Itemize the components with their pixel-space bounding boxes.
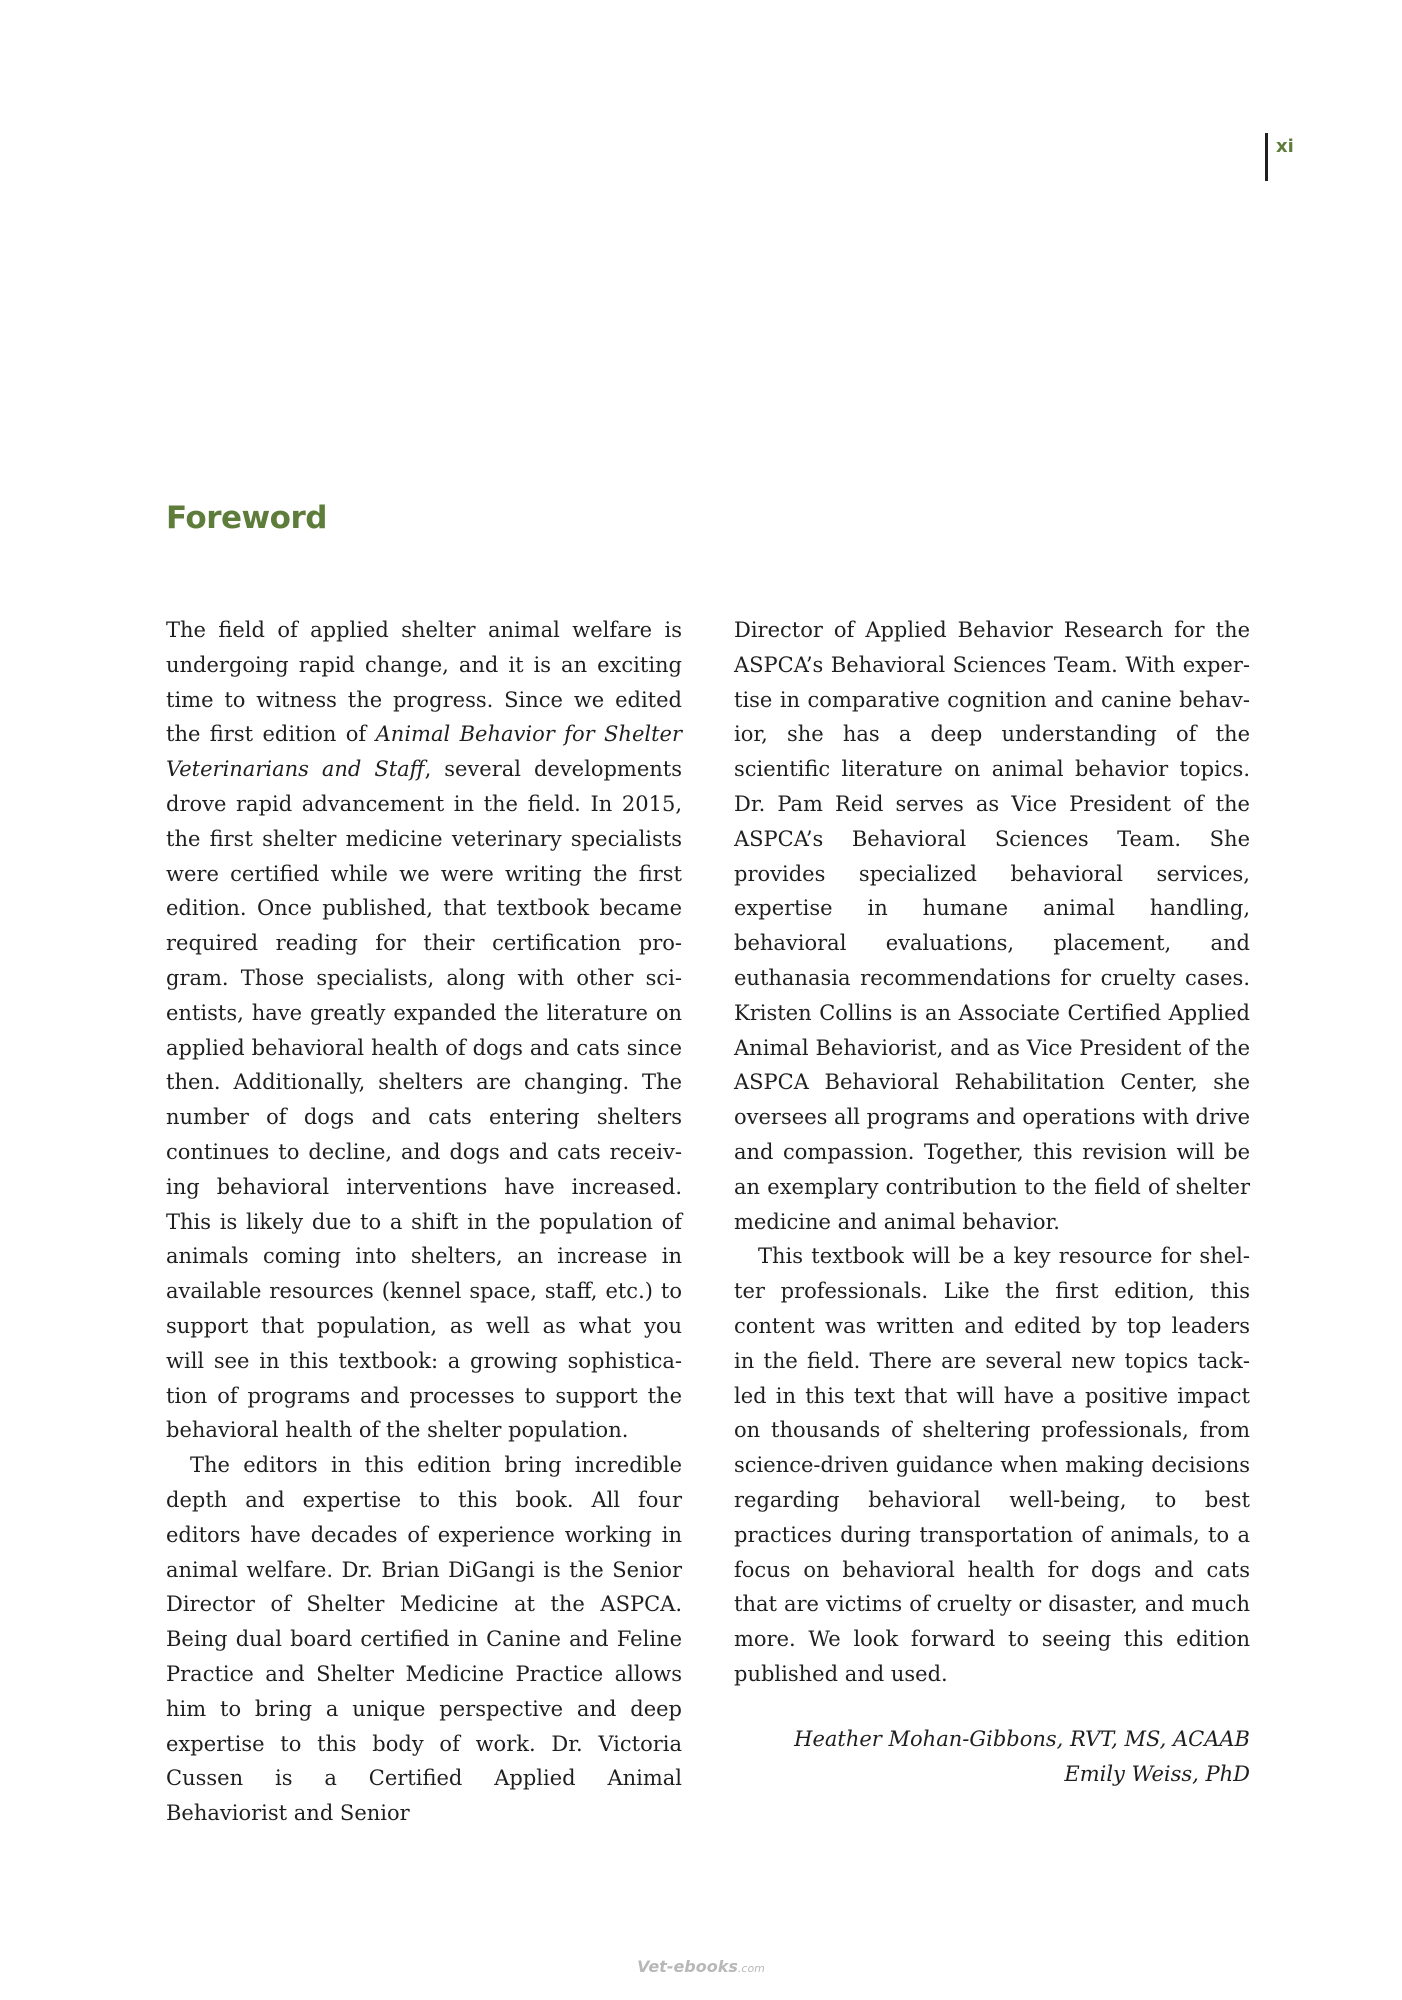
paragraph-1-part-1: The field of applied shelter animal welfare is undergoing rapid change, and it is an exciting time to witness the progress. Since we edited the first edition of [166,618,682,747]
page-title: Foreword [166,500,327,536]
watermark-logo [0,1957,1402,1976]
watermark-suffix: .com [737,1962,765,1975]
signature-1: Heather Mohan-Gibbons, RVT, MS, ACAAB [794,1727,1250,1751]
left-column [166,613,682,1831]
paragraph-1 [166,613,682,1448]
watermark-text: Vet-ebooks [637,1957,738,1976]
book-title: Animal Behavior for Shelter Veterinarians and Staff [166,722,682,782]
page-number: xi [1276,136,1294,157]
right-column [734,613,1250,1692]
signature-2: Emily Weiss, PhD [1064,1761,1250,1786]
paragraph-1-part-2: , several developments drove rapid advancement in the field. In 2015, the first shelter medicine veterinary specialists were certified while we were writing the first edition. Once published, that textbook became required reading for their certification program. Those specialists, along with other scientists, have greatly expanded the literature on applied behavioral health of dogs and cats since then. Additionally, shelters are changing. The number of dogs and cats entering shelters continues to decline, and dogs and cats receiving behavioral interventions have increased. This is likely due to a shift in the population of animals coming into shelters, an increase in available resources (kennel space, staff, etc.) to support that population, as well as what you will see in this textbook: a growing sophistication of programs and processes to support the behavioral health of the shelter population. [166,757,682,1443]
signature-block [734,1722,1250,1792]
page-marker-rule [1265,133,1268,181]
paragraph-3: This textbook will be a key resource for shelter professionals. Like the first edition, this content was written and edited by top leaders in the field. There are several new topics tackled in this text that will have a positive impact on thousands of sheltering professionals, from science-driven guidance when making decisions regarding behavioral well-being, to best practices during transportation of animals, to a focus on behavioral health for dogs and cats that are victims of cruelty or disaster, and much more. We look forward to seeing this edition published and used. [734,1244,1250,1686]
paragraph-2: The editors in this edition bring incredible depth and expertise to this book. All four editors have decades of experience working in animal welfare. Dr. Brian DiGangi is the Senior Director of Shelter Medicine at the ASPCA. Being dual board certified in Canine and Feline Practice and Shelter Medicine Practice allows him to bring a unique perspective and deep expertise to this body of work. Dr. Victoria Cussen is a Certified Applied Animal Behaviorist and Senior [166,1453,682,1826]
paragraph-2-continued: Director of Applied Behavior Research for the ASPCA’s Behavioral Sciences Team. With expertise in comparative cognition and canine behavior, she has a deep understanding of the scientific literature on animal behavior topics. Dr. Pam Reid serves as Vice President of the ASPCA’s Behavioral Sciences Team. She provides specialized behavioral services, expertise in humane animal handling, behavioral evaluations, placement, and euthanasia recommendations for cruelty cases. Kristen Collins is an Associate Certified Applied Animal Behaviorist, and as Vice President of the ASPCA Behavioral Rehabilitation Center, she oversees all programs and operations with drive and compassion. Together, this revision will be an exemplary contribution to the field of shelter medicine and animal behavior. [734,618,1251,1234]
